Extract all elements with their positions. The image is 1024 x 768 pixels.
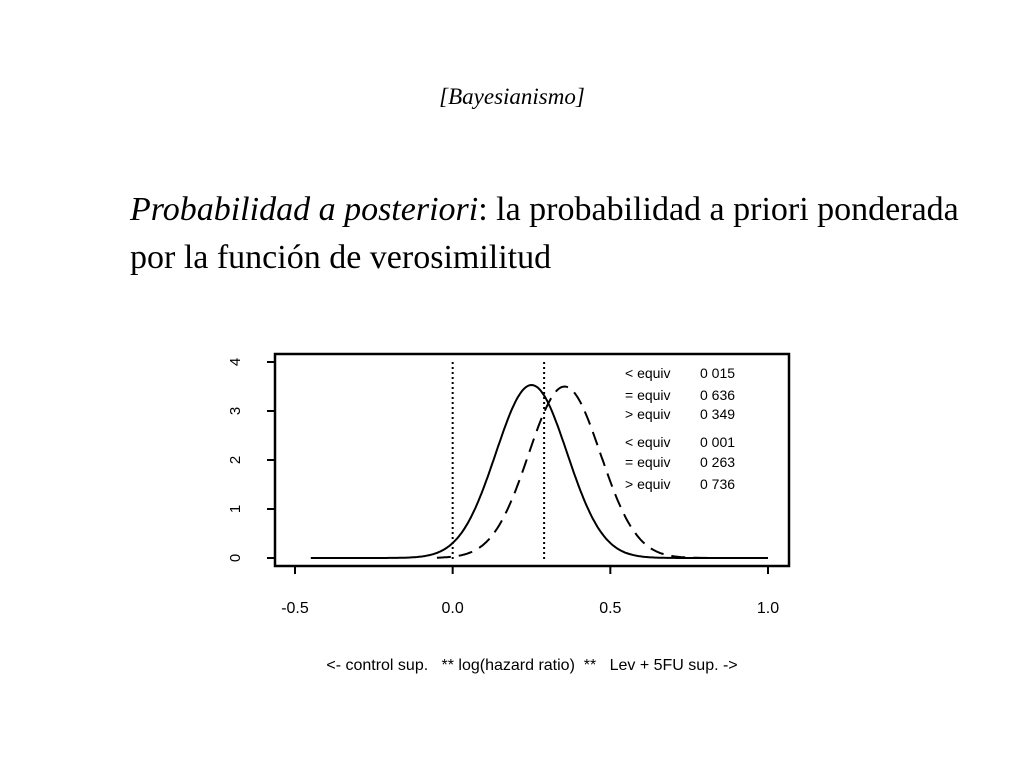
legend-row-value: 0 015 xyxy=(700,365,736,381)
y-axis xyxy=(227,358,275,562)
legend-row-label: < equiv xyxy=(625,365,671,381)
y-tick-label: 2 xyxy=(227,455,244,465)
y-tick-label: 3 xyxy=(227,406,244,416)
legend-row-label: > equiv xyxy=(625,406,671,422)
x-axis xyxy=(281,566,779,617)
y-tick-label: 4 xyxy=(227,357,244,367)
x-axis-label: <- control sup. ** log(hazard ratio) ** Lev + 5FU sup. -> xyxy=(326,657,738,674)
legend-row-label: > equiv xyxy=(625,476,671,492)
legend-row-value: 0 736 xyxy=(700,476,736,492)
y-tick-label: 1 xyxy=(227,504,244,514)
legend-row-label: = equiv xyxy=(625,387,671,403)
headline-rest: : la probabilidad a priori ponderada por la función de verosimilitud xyxy=(130,191,959,276)
legend xyxy=(625,365,735,492)
x-tick-label: 0.0 xyxy=(441,600,464,617)
legend-row-label: = equiv xyxy=(625,454,671,470)
x-tick-label: 1.0 xyxy=(756,600,780,617)
legend-row-value: 0 636 xyxy=(700,387,736,403)
section-tag: [Bayesianismo] xyxy=(439,84,585,109)
x-tick-label: 0.5 xyxy=(599,600,622,617)
x-tick-label: -0.5 xyxy=(281,600,309,617)
legend-row-value: 0 263 xyxy=(700,454,736,470)
legend-row-value: 0 001 xyxy=(700,434,736,450)
reference-lines xyxy=(453,362,544,562)
legend-row-label: < equiv xyxy=(625,434,671,450)
legend-row-value: 0 349 xyxy=(700,406,736,422)
headline-term: Probabilidad a posteriori xyxy=(130,191,479,228)
y-tick-label: 0 xyxy=(227,553,244,563)
